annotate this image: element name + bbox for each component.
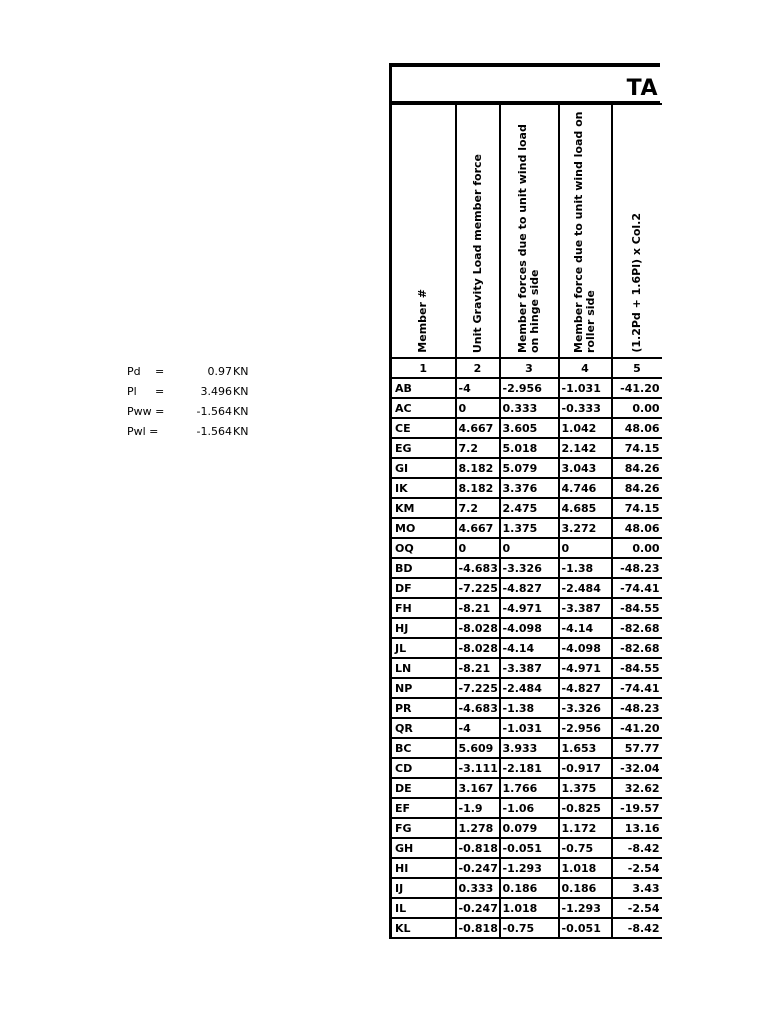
member-id-cell: AC <box>391 398 456 418</box>
value-cell: -41.20 <box>612 378 662 398</box>
value-cell: 5.079 <box>500 458 559 478</box>
value-cell: 1.375 <box>500 518 559 538</box>
value-cell: -4 <box>456 718 500 738</box>
param-unit: KN <box>233 385 249 398</box>
value-cell: 1.766 <box>500 778 559 798</box>
data-table <box>389 103 662 939</box>
column-number: 1 <box>391 358 456 378</box>
value-cell: 0.186 <box>500 878 559 898</box>
param-value: 3.496 <box>200 385 232 398</box>
table-row <box>391 618 662 638</box>
column-number: 3 <box>500 358 559 378</box>
value-cell: 84.26 <box>612 478 662 498</box>
value-cell: 1.042 <box>559 418 612 438</box>
table-row <box>391 438 662 458</box>
value-cell: 4.685 <box>559 498 612 518</box>
table-row <box>391 758 662 778</box>
value-cell: -0.051 <box>559 918 612 938</box>
value-cell: -8.028 <box>456 638 500 658</box>
value-cell: -0.917 <box>559 758 612 778</box>
member-id-cell: FG <box>391 818 456 838</box>
member-id-cell: KM <box>391 498 456 518</box>
value-cell: 1.172 <box>559 818 612 838</box>
column-number-row <box>391 358 662 378</box>
table-row <box>391 578 662 598</box>
value-cell: -84.55 <box>612 598 662 618</box>
param-unit: KN <box>233 405 249 418</box>
member-id-cell: BC <box>391 738 456 758</box>
value-cell: 0 <box>456 538 500 558</box>
value-cell: 13.16 <box>612 818 662 838</box>
value-cell: 8.182 <box>456 478 500 498</box>
param-row <box>127 422 257 442</box>
table-row <box>391 718 662 738</box>
param-value: -1.564 <box>196 405 232 418</box>
value-cell: -2.54 <box>612 898 662 918</box>
value-cell: -4.098 <box>500 618 559 638</box>
member-id-cell: MO <box>391 518 456 538</box>
value-cell: 0.00 <box>612 398 662 418</box>
value-cell: -4.827 <box>500 578 559 598</box>
value-cell: -0.75 <box>500 918 559 938</box>
param-equals: = <box>155 365 165 378</box>
value-cell: -4.14 <box>500 638 559 658</box>
table-row <box>391 698 662 718</box>
value-cell: -4 <box>456 378 500 398</box>
table-row <box>391 458 662 478</box>
value-cell: -0.818 <box>456 918 500 938</box>
value-cell: -0.818 <box>456 838 500 858</box>
value-cell: 3.43 <box>612 878 662 898</box>
value-cell: -4.683 <box>456 558 500 578</box>
value-cell: -1.031 <box>500 718 559 738</box>
column-header-label: (1.2Pd + 1.6Pl) x Col.2 <box>630 213 643 353</box>
column-header <box>612 104 662 358</box>
member-id-cell: DE <box>391 778 456 798</box>
column-header <box>456 104 500 358</box>
value-cell: 32.62 <box>612 778 662 798</box>
value-cell: 3.043 <box>559 458 612 478</box>
value-cell: 1.653 <box>559 738 612 758</box>
column-number: 4 <box>559 358 612 378</box>
column-header <box>391 104 456 358</box>
table-row <box>391 498 662 518</box>
column-header-label: Unit Gravity Load member force <box>470 153 484 353</box>
member-id-cell: CD <box>391 758 456 778</box>
column-header-label: Member # <box>416 289 430 353</box>
value-cell: -1.9 <box>456 798 500 818</box>
value-cell: -48.23 <box>612 698 662 718</box>
param-name: Pww = <box>127 405 165 418</box>
column-header-label: Member forces due to unit wind load on hinge side <box>516 124 541 353</box>
value-cell: -74.41 <box>612 578 662 598</box>
param-row <box>127 402 257 422</box>
value-cell: -82.68 <box>612 638 662 658</box>
value-cell: 57.77 <box>612 738 662 758</box>
value-cell: -1.293 <box>559 898 612 918</box>
member-id-cell: KL <box>391 918 456 938</box>
param-unit: KN <box>233 365 249 378</box>
value-cell: -3.326 <box>559 698 612 718</box>
value-cell: -1.031 <box>559 378 612 398</box>
value-cell: 1.375 <box>559 778 612 798</box>
value-cell: -2.956 <box>500 378 559 398</box>
table-row <box>391 838 662 858</box>
header-row <box>391 104 662 358</box>
value-cell: -48.23 <box>612 558 662 578</box>
table-row <box>391 658 662 678</box>
param-name: Pl <box>127 385 137 398</box>
member-id-cell: IL <box>391 898 456 918</box>
column-header-label: Member force due to unit wind load on roller side <box>572 111 597 353</box>
value-cell: -2.956 <box>559 718 612 738</box>
value-cell: -0.825 <box>559 798 612 818</box>
value-cell: -3.111 <box>456 758 500 778</box>
member-id-cell: DF <box>391 578 456 598</box>
value-cell: -1.38 <box>500 698 559 718</box>
table-row <box>391 898 662 918</box>
value-cell: 4.667 <box>456 518 500 538</box>
table-row <box>391 538 662 558</box>
table-row <box>391 918 662 938</box>
value-cell: 0.186 <box>559 878 612 898</box>
value-cell: 4.746 <box>559 478 612 498</box>
member-id-cell: JL <box>391 638 456 658</box>
param-equals: = <box>155 385 165 398</box>
value-cell: -0.75 <box>559 838 612 858</box>
table-row <box>391 478 662 498</box>
value-cell: 1.018 <box>500 898 559 918</box>
value-cell: 74.15 <box>612 438 662 458</box>
param-name: Pd <box>127 365 141 378</box>
value-cell: -8.21 <box>456 658 500 678</box>
value-cell: 2.142 <box>559 438 612 458</box>
value-cell: -41.20 <box>612 718 662 738</box>
value-cell: 4.667 <box>456 418 500 438</box>
member-id-cell: FH <box>391 598 456 618</box>
member-force-table <box>389 63 660 939</box>
member-id-cell: LN <box>391 658 456 678</box>
value-cell: 1.018 <box>559 858 612 878</box>
value-cell: -0.333 <box>559 398 612 418</box>
table-row <box>391 678 662 698</box>
table-row <box>391 738 662 758</box>
member-id-cell: OQ <box>391 538 456 558</box>
member-id-cell: NP <box>391 678 456 698</box>
table-title: TA <box>626 76 658 101</box>
value-cell: -4.971 <box>500 598 559 618</box>
table-row <box>391 878 662 898</box>
member-id-cell: HJ <box>391 618 456 638</box>
value-cell: 5.018 <box>500 438 559 458</box>
value-cell: -8.028 <box>456 618 500 638</box>
value-cell: -4.683 <box>456 698 500 718</box>
value-cell: -4.827 <box>559 678 612 698</box>
value-cell: -8.21 <box>456 598 500 618</box>
value-cell: -1.06 <box>500 798 559 818</box>
value-cell: 7.2 <box>456 438 500 458</box>
value-cell: 1.278 <box>456 818 500 838</box>
column-number: 5 <box>612 358 662 378</box>
param-unit: KN <box>233 425 249 438</box>
value-cell: 3.933 <box>500 738 559 758</box>
column-number: 2 <box>456 358 500 378</box>
table-row <box>391 818 662 838</box>
table-row <box>391 418 662 438</box>
value-cell: -3.387 <box>500 658 559 678</box>
value-cell: -0.051 <box>500 838 559 858</box>
table-row <box>391 378 662 398</box>
value-cell: -74.41 <box>612 678 662 698</box>
value-cell: 3.605 <box>500 418 559 438</box>
value-cell: 3.376 <box>500 478 559 498</box>
value-cell: -19.57 <box>612 798 662 818</box>
value-cell: 0.333 <box>456 878 500 898</box>
value-cell: -4.098 <box>559 638 612 658</box>
param-name: Pwl = <box>127 425 159 438</box>
value-cell: 3.272 <box>559 518 612 538</box>
value-cell: -1.38 <box>559 558 612 578</box>
value-cell: -0.247 <box>456 898 500 918</box>
table-row <box>391 798 662 818</box>
value-cell: -8.42 <box>612 838 662 858</box>
member-id-cell: PR <box>391 698 456 718</box>
load-parameters <box>127 362 257 442</box>
value-cell: -3.326 <box>500 558 559 578</box>
value-cell: -1.293 <box>500 858 559 878</box>
column-header <box>559 104 612 358</box>
member-id-cell: QR <box>391 718 456 738</box>
member-id-cell: EG <box>391 438 456 458</box>
param-row <box>127 382 257 402</box>
value-cell: -4.14 <box>559 618 612 638</box>
param-value: 0.97 <box>207 365 232 378</box>
value-cell: 0 <box>500 538 559 558</box>
value-cell: -7.225 <box>456 578 500 598</box>
value-cell: 0.079 <box>500 818 559 838</box>
table-row <box>391 518 662 538</box>
member-id-cell: BD <box>391 558 456 578</box>
table-title-bar <box>389 63 660 103</box>
table-row <box>391 858 662 878</box>
column-header <box>500 104 559 358</box>
value-cell: -7.225 <box>456 678 500 698</box>
value-cell: -82.68 <box>612 618 662 638</box>
value-cell: -2.484 <box>500 678 559 698</box>
value-cell: 48.06 <box>612 418 662 438</box>
member-id-cell: CE <box>391 418 456 438</box>
value-cell: -32.04 <box>612 758 662 778</box>
member-id-cell: IK <box>391 478 456 498</box>
value-cell: 7.2 <box>456 498 500 518</box>
table-body <box>391 378 662 938</box>
value-cell: -84.55 <box>612 658 662 678</box>
value-cell: 74.15 <box>612 498 662 518</box>
table-row <box>391 598 662 618</box>
member-id-cell: HI <box>391 858 456 878</box>
table-row <box>391 398 662 418</box>
value-cell: -4.971 <box>559 658 612 678</box>
param-value: -1.564 <box>196 425 232 438</box>
value-cell: 0.333 <box>500 398 559 418</box>
param-row <box>127 362 257 382</box>
table-row <box>391 778 662 798</box>
value-cell: -2.54 <box>612 858 662 878</box>
value-cell: 0 <box>559 538 612 558</box>
value-cell: -2.484 <box>559 578 612 598</box>
member-id-cell: GI <box>391 458 456 478</box>
value-cell: -8.42 <box>612 918 662 938</box>
value-cell: 84.26 <box>612 458 662 478</box>
value-cell: 3.167 <box>456 778 500 798</box>
member-id-cell: GH <box>391 838 456 858</box>
value-cell: -0.247 <box>456 858 500 878</box>
member-id-cell: AB <box>391 378 456 398</box>
value-cell: 8.182 <box>456 458 500 478</box>
value-cell: 2.475 <box>500 498 559 518</box>
member-id-cell: IJ <box>391 878 456 898</box>
value-cell: 0.00 <box>612 538 662 558</box>
value-cell: 48.06 <box>612 518 662 538</box>
value-cell: 0 <box>456 398 500 418</box>
table-row <box>391 558 662 578</box>
value-cell: -2.181 <box>500 758 559 778</box>
value-cell: -3.387 <box>559 598 612 618</box>
value-cell: 5.609 <box>456 738 500 758</box>
table-row <box>391 638 662 658</box>
member-id-cell: EF <box>391 798 456 818</box>
